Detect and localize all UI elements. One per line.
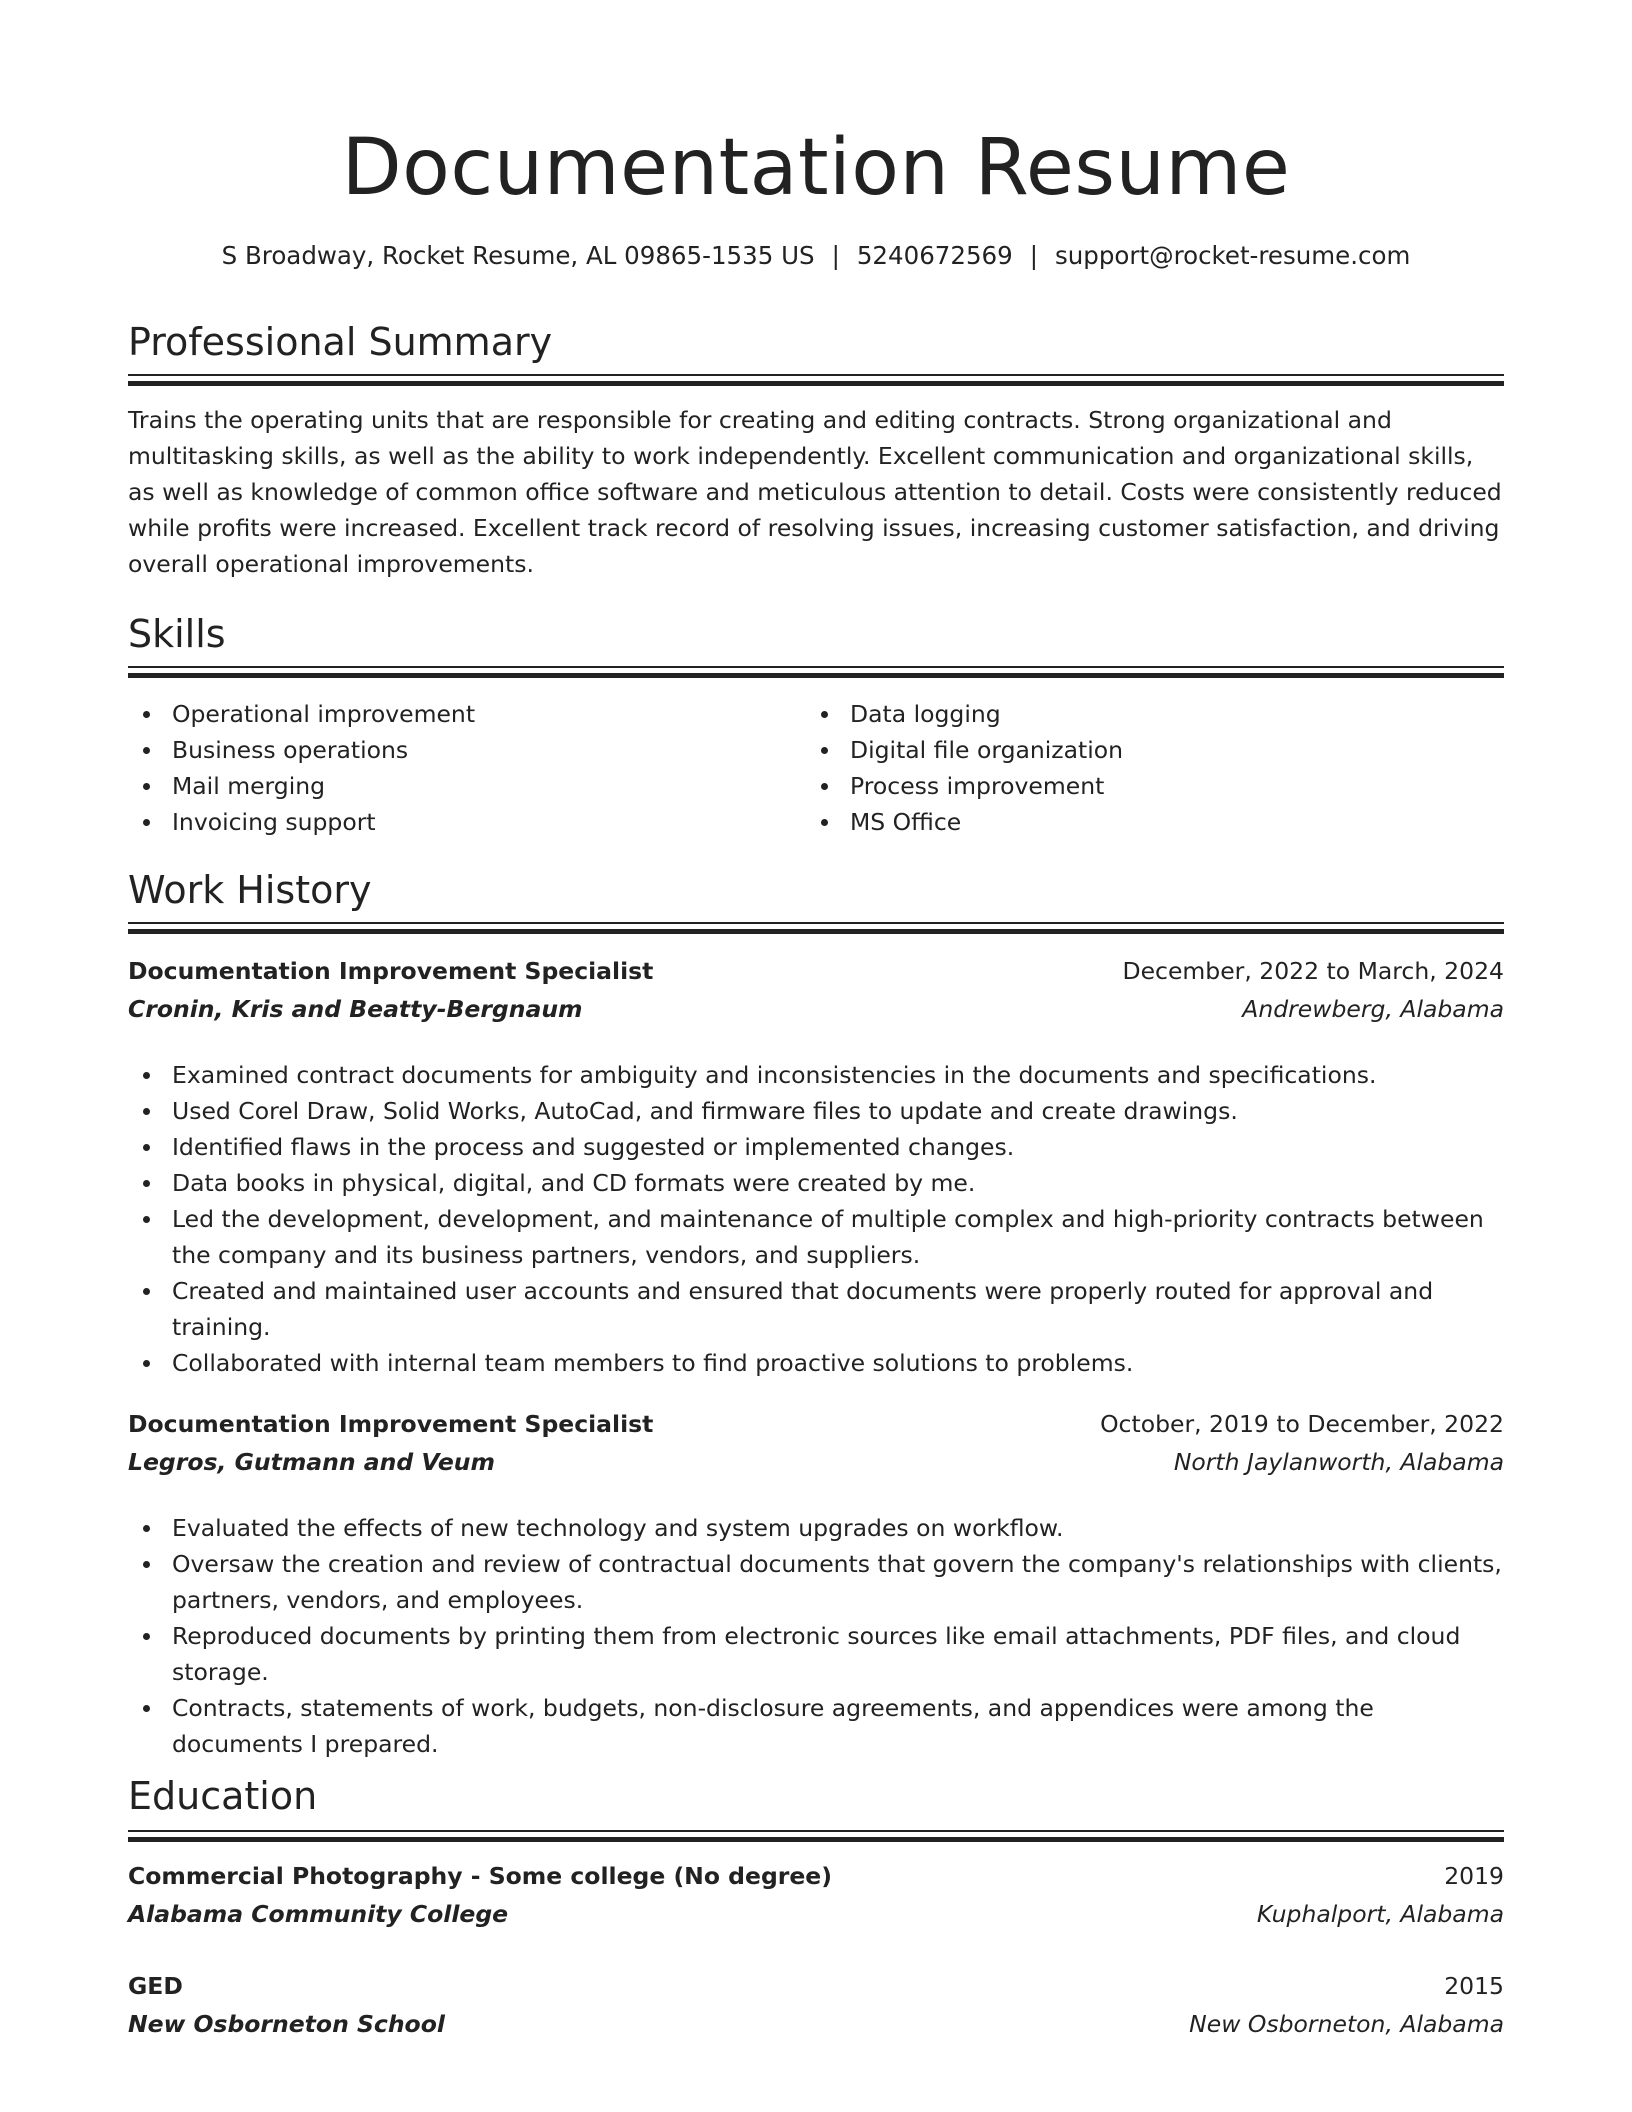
section-divider (128, 666, 1504, 678)
candidate-name: Documentation Resume (341, 123, 1291, 213)
job-bullet: Evaluated the effects of new technology and system upgrades on workflow. (128, 1510, 1504, 1546)
education-location: New Osborneton, Alabama (1189, 2010, 1504, 2038)
job-bullet: Contracts, statements of work, budgets, non-disclosure agreements, and appendices were among the documents I prepared. (128, 1690, 1504, 1762)
job-bullet: Collaborated with internal team members to find proactive solutions to problems. (128, 1345, 1504, 1381)
section-divider (128, 1830, 1504, 1842)
job-bullet: Oversaw the creation and review of contractual documents that govern the company's relationships with clients, partners, vendors, and employees. (128, 1546, 1504, 1618)
job-bullet: Created and maintained user accounts and ensured that documents were properly routed for approval and training. (128, 1273, 1504, 1345)
job-bullet: Led the development, development, and maintenance of multiple complex and high-priority contracts between the company and its business partners, vendors, and suppliers. (128, 1201, 1504, 1273)
skill-item: MS Office (806, 804, 1466, 840)
skill-item: Invoicing support (128, 804, 788, 840)
job-company: Legros, Gutmann and Veum (128, 1448, 496, 1476)
job-bullet: Data books in physical, digital, and CD formats were created by me. (128, 1165, 1504, 1201)
contact-separator: | (1029, 241, 1038, 270)
job-dates: October, 2019 to December, 2022 (1100, 1410, 1504, 1438)
skills-list-left (128, 696, 788, 840)
education-location: Kuphalport, Alabama (1256, 1900, 1504, 1928)
education-school: Alabama Community College (128, 1900, 509, 1928)
skill-item: Operational improvement (128, 696, 788, 732)
contact-separator: | (831, 241, 840, 270)
skills-heading: Skills (128, 612, 226, 656)
job-bullet: Used Corel Draw, Solid Works, AutoCad, and firmware files to update and create drawings. (128, 1093, 1504, 1129)
education-year: 2015 (1444, 1972, 1504, 2000)
job-bullet: Examined contract documents for ambiguity and inconsistencies in the documents and specifications. (128, 1057, 1504, 1093)
contact-phone: 5240672569 (856, 241, 1013, 270)
summary-text: Trains the operating units that are responsible for creating and editing contracts. Strong organizational and multitasking skills, as well as the ability to work independently. Excellent communication and organizational skills, as well as knowledge of common office software and meticulous attention to detail. Costs were consistently reduced while profits were increased. Excellent track record of resolving issues, increasing customer satisfaction, and driving overall operational improvements. (128, 406, 1502, 578)
skills-list-right (806, 696, 1466, 840)
education-degree: Commercial Photography - Some college (No degree) (128, 1862, 832, 1890)
skill-item: Digital file organization (806, 732, 1466, 768)
section-divider (128, 922, 1504, 934)
education-school: New Osborneton School (128, 2010, 445, 2038)
education-degree: GED (128, 1972, 183, 2000)
job-bullet: Identified flaws in the process and suggested or implemented changes. (128, 1129, 1504, 1165)
job-bullet-list (128, 1057, 1504, 1381)
section-divider (128, 374, 1504, 386)
contact-line (128, 238, 1504, 274)
job-company: Cronin, Kris and Beatty-Bergnaum (128, 995, 583, 1023)
contact-email: support@rocket-resume.com (1055, 241, 1411, 270)
contact-address: S Broadway, Rocket Resume, AL 09865-1535 US (221, 241, 815, 270)
job-bullet-list (128, 1510, 1504, 1762)
job-location: North Jaylanworth, Alabama (1173, 1448, 1504, 1476)
skill-item: Process improvement (806, 768, 1466, 804)
work-history-heading: Work History (128, 868, 372, 912)
skill-item: Data logging (806, 696, 1466, 732)
skill-item: Business operations (128, 732, 788, 768)
job-dates: December, 2022 to March, 2024 (1122, 957, 1504, 985)
job-location: Andrewberg, Alabama (1242, 995, 1504, 1023)
education-year: 2019 (1444, 1862, 1504, 1890)
job-title: Documentation Improvement Specialist (128, 1410, 654, 1438)
job-title: Documentation Improvement Specialist (128, 957, 654, 985)
skill-item: Mail merging (128, 768, 788, 804)
job-bullet: Reproduced documents by printing them from electronic sources like email attachments, PDF files, and cloud storage. (128, 1618, 1504, 1690)
summary-heading: Professional Summary (128, 320, 553, 364)
education-heading: Education (128, 1774, 318, 1818)
